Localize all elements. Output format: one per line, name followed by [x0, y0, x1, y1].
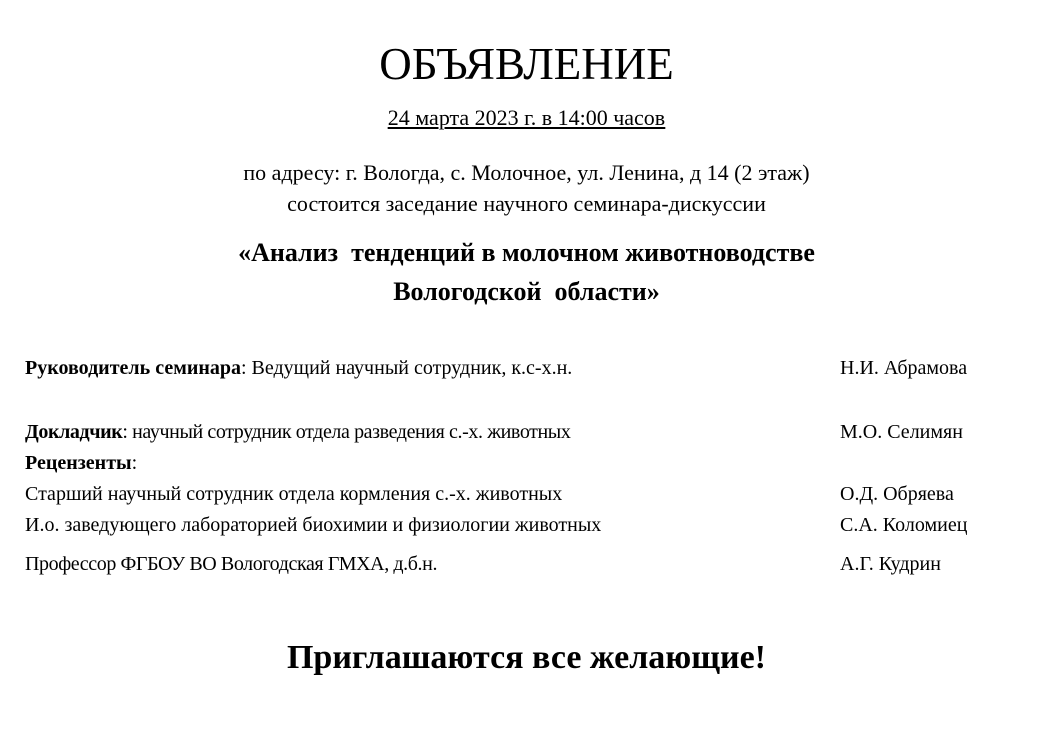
- reviewer-2-position: И.о. заведующего лабораторией биохимии и физиологии животных: [25, 514, 602, 536]
- reviewer-1-position: Старший научный сотрудник отдела кормления с.-х. животных: [25, 483, 563, 505]
- event-address: по адресу: г. Вологда, с. Молочное, ул. Ленина, д 14 (2 этаж): [243, 160, 810, 185]
- leader-name: Н.И. Абрамова: [840, 357, 968, 379]
- reviewers-header: [25, 450, 137, 476]
- event-description: состоится заседание научного семинара-дискуссии: [287, 191, 766, 216]
- speaker-position: : научный сотрудник отдела разведения с.-х. животных: [122, 421, 571, 443]
- seminar-topic-line-2: Вологодской области»: [393, 277, 660, 306]
- speaker-row: [25, 419, 570, 445]
- seminar-topic-line-1: «Анализ тенденций в молочном животноводстве: [238, 238, 815, 267]
- reviewer-2-name: С.А. Коломиец: [840, 514, 968, 536]
- leader-position: : Ведущий научный сотрудник, к.с-х.н.: [241, 357, 573, 379]
- event-date: 24 марта 2023 г. в 14:00 часов: [387, 105, 666, 130]
- reviewer-3-name: А.Г. Кудрин: [840, 553, 941, 575]
- date-line: [0, 104, 1053, 132]
- speaker-name: М.О. Селимян: [840, 421, 963, 443]
- reviewers-label: Рецензенты: [25, 452, 132, 474]
- leader-row: [25, 355, 572, 381]
- invitation: Приглашаются все желающие!: [286, 639, 766, 676]
- announcement-title: ОБЪЯВЛЕНИЕ: [379, 39, 674, 89]
- reviewers-colon: :: [131, 452, 138, 474]
- speaker-label: Докладчик: [25, 421, 123, 443]
- reviewer-3-position: Профессор ФГБОУ ВО Вологодская ГМХА, д.б.н.: [25, 553, 438, 575]
- reviewer-1-name: О.Д. Обряева: [840, 483, 954, 505]
- leader-label: Руководитель семинара: [25, 357, 241, 379]
